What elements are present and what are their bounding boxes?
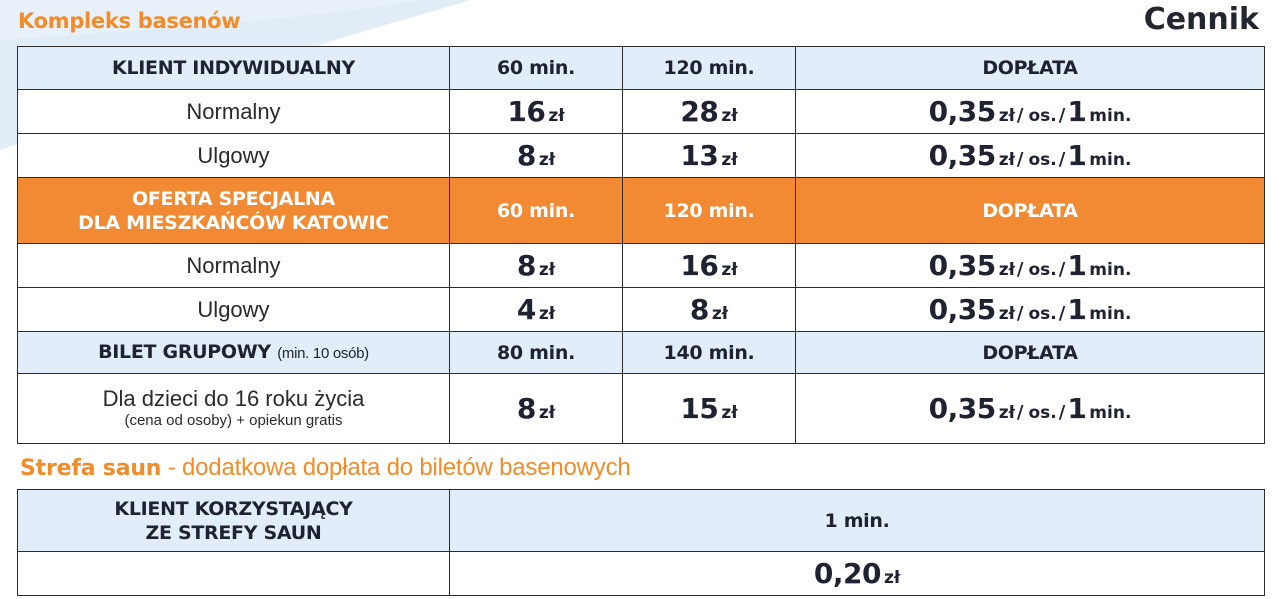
currency-label: zł	[721, 106, 738, 126]
currency-label: zł	[721, 260, 738, 280]
extra-charge-cell: 0,35 zł / os. /1 min.	[796, 134, 1265, 178]
price-cell	[623, 244, 796, 288]
price-cell	[450, 134, 623, 178]
header-col-120: 120 min.	[623, 178, 796, 244]
extra-unit: zł	[998, 304, 1015, 324]
header-col-extra: DOPŁATA	[796, 47, 1265, 90]
price-value: 16	[680, 249, 719, 282]
special-line-1: OFERTA SPECJALNA	[132, 187, 335, 210]
extra-time-unit: min.	[1089, 150, 1132, 170]
currency-label: zł	[538, 403, 556, 423]
price-cell	[450, 288, 623, 332]
header-col-extra: DOPŁATA	[796, 332, 1265, 374]
table-row	[18, 134, 1265, 178]
extra-per: os.	[1028, 403, 1057, 423]
group-label: BILET GRUPOWY	[98, 340, 271, 363]
header-label-sauna	[18, 490, 450, 552]
sauna-heading-rest: - dodatkowa dopłata do biletów basenowych	[161, 454, 631, 481]
group-category-note: (cena od osoby) + opiekun gratis	[124, 411, 343, 429]
extra-time: 1	[1067, 139, 1087, 172]
sauna-heading-bold: Strefa saun	[20, 456, 162, 481]
extra-time: 1	[1067, 249, 1087, 282]
extra-time-unit: min.	[1089, 403, 1132, 423]
header-col-60: 60 min.	[450, 178, 623, 244]
category-label: Ulgowy	[18, 134, 450, 178]
currency-label: zł	[538, 260, 556, 280]
group-category: Dla dzieci do 16 roku życia	[102, 385, 365, 411]
extra-charge-cell: 0,35 zł / os. /1 min.	[796, 374, 1265, 444]
extra-per: os.	[1028, 304, 1057, 324]
extra-value: 0,35	[928, 139, 996, 172]
price-cell	[450, 90, 623, 134]
currency-label: zł	[711, 304, 729, 324]
header-label-individual: KLIENT INDYWIDUALNY	[18, 47, 450, 90]
extra-value: 0,35	[928, 95, 996, 128]
price-value: 16	[507, 95, 546, 128]
extra-per: os.	[1028, 150, 1057, 170]
group-label-note: (min. 10 osób)	[277, 344, 369, 362]
category-label: Normalny	[18, 244, 450, 288]
extra-time: 1	[1067, 95, 1087, 128]
table-header-sauna	[18, 490, 1265, 552]
currency-label: zł	[721, 150, 738, 170]
header-label-group	[18, 332, 450, 374]
price-value: 15	[680, 392, 719, 425]
table-row	[18, 288, 1265, 332]
extra-value: 0,35	[928, 249, 996, 282]
table-row	[18, 374, 1265, 444]
header-col-1min: 1 min.	[450, 490, 1265, 552]
extra-charge-cell: 0,35 zł / os. /1 min.	[796, 244, 1265, 288]
header-col-140: 140 min.	[623, 332, 796, 374]
extra-value: 0,35	[928, 293, 996, 326]
currency-label: zł	[548, 106, 565, 126]
extra-charge-cell: 0,35 zł / os. /1 min.	[796, 90, 1265, 134]
extra-value: 0,35	[928, 392, 996, 425]
header-col-120: 120 min.	[623, 47, 796, 90]
price-value: 8	[516, 139, 536, 172]
section-title-pools: Kompleks basenów	[18, 9, 241, 33]
price-value: 28	[680, 95, 719, 128]
table-header-special	[18, 178, 1265, 244]
table-header-group	[18, 332, 1265, 374]
header-col-80: 80 min.	[450, 332, 623, 374]
category-label	[18, 374, 450, 444]
table-row	[18, 552, 1265, 596]
sauna-price-table	[17, 489, 1265, 596]
empty-cell	[18, 552, 450, 596]
extra-time-unit: min.	[1089, 106, 1132, 126]
price-cell	[623, 134, 796, 178]
category-label: Ulgowy	[18, 288, 450, 332]
price-cell	[450, 552, 1265, 596]
currency-label: zł	[721, 403, 738, 423]
sauna-price-value: 0,20	[813, 557, 881, 590]
pool-price-table	[17, 46, 1265, 444]
category-label: Normalny	[18, 90, 450, 134]
price-value: 8	[516, 392, 536, 425]
header-label-special	[18, 178, 450, 244]
sauna-line-2: ZE STREFY SAUN	[145, 521, 322, 544]
extra-unit: zł	[998, 106, 1015, 126]
extra-time: 1	[1067, 293, 1087, 326]
currency-label: zł	[538, 150, 556, 170]
table-row	[18, 90, 1265, 134]
price-value: 8	[516, 249, 536, 282]
special-line-2: DLA MIESZKAŃCÓW KATOWIC	[78, 211, 389, 234]
table-header-individual	[18, 47, 1265, 90]
price-cell	[450, 374, 623, 444]
extra-unit: zł	[998, 260, 1015, 280]
price-cell	[623, 374, 796, 444]
sauna-line-1: KLIENT KORZYSTAJĄCY	[114, 497, 353, 520]
section-title-sauna	[20, 454, 631, 482]
extra-unit: zł	[998, 150, 1015, 170]
header-col-extra: DOPŁATA	[796, 178, 1265, 244]
price-value: 13	[680, 139, 719, 172]
header-col-60: 60 min.	[450, 47, 623, 90]
extra-time-unit: min.	[1089, 260, 1132, 280]
extra-per: os.	[1028, 106, 1057, 126]
currency-label: zł	[538, 304, 556, 324]
extra-unit: zł	[998, 403, 1015, 423]
price-value: 4	[516, 293, 536, 326]
price-value: 8	[689, 293, 709, 326]
table-row	[18, 244, 1265, 288]
page-heading: Cennik	[1143, 2, 1259, 37]
price-cell	[623, 90, 796, 134]
price-cell	[450, 244, 623, 288]
extra-time: 1	[1067, 392, 1087, 425]
extra-time-unit: min.	[1089, 304, 1132, 324]
extra-per: os.	[1028, 260, 1057, 280]
extra-charge-cell: 0,35 zł / os. /1 min.	[796, 288, 1265, 332]
price-cell	[623, 288, 796, 332]
currency-label: zł	[883, 568, 901, 588]
